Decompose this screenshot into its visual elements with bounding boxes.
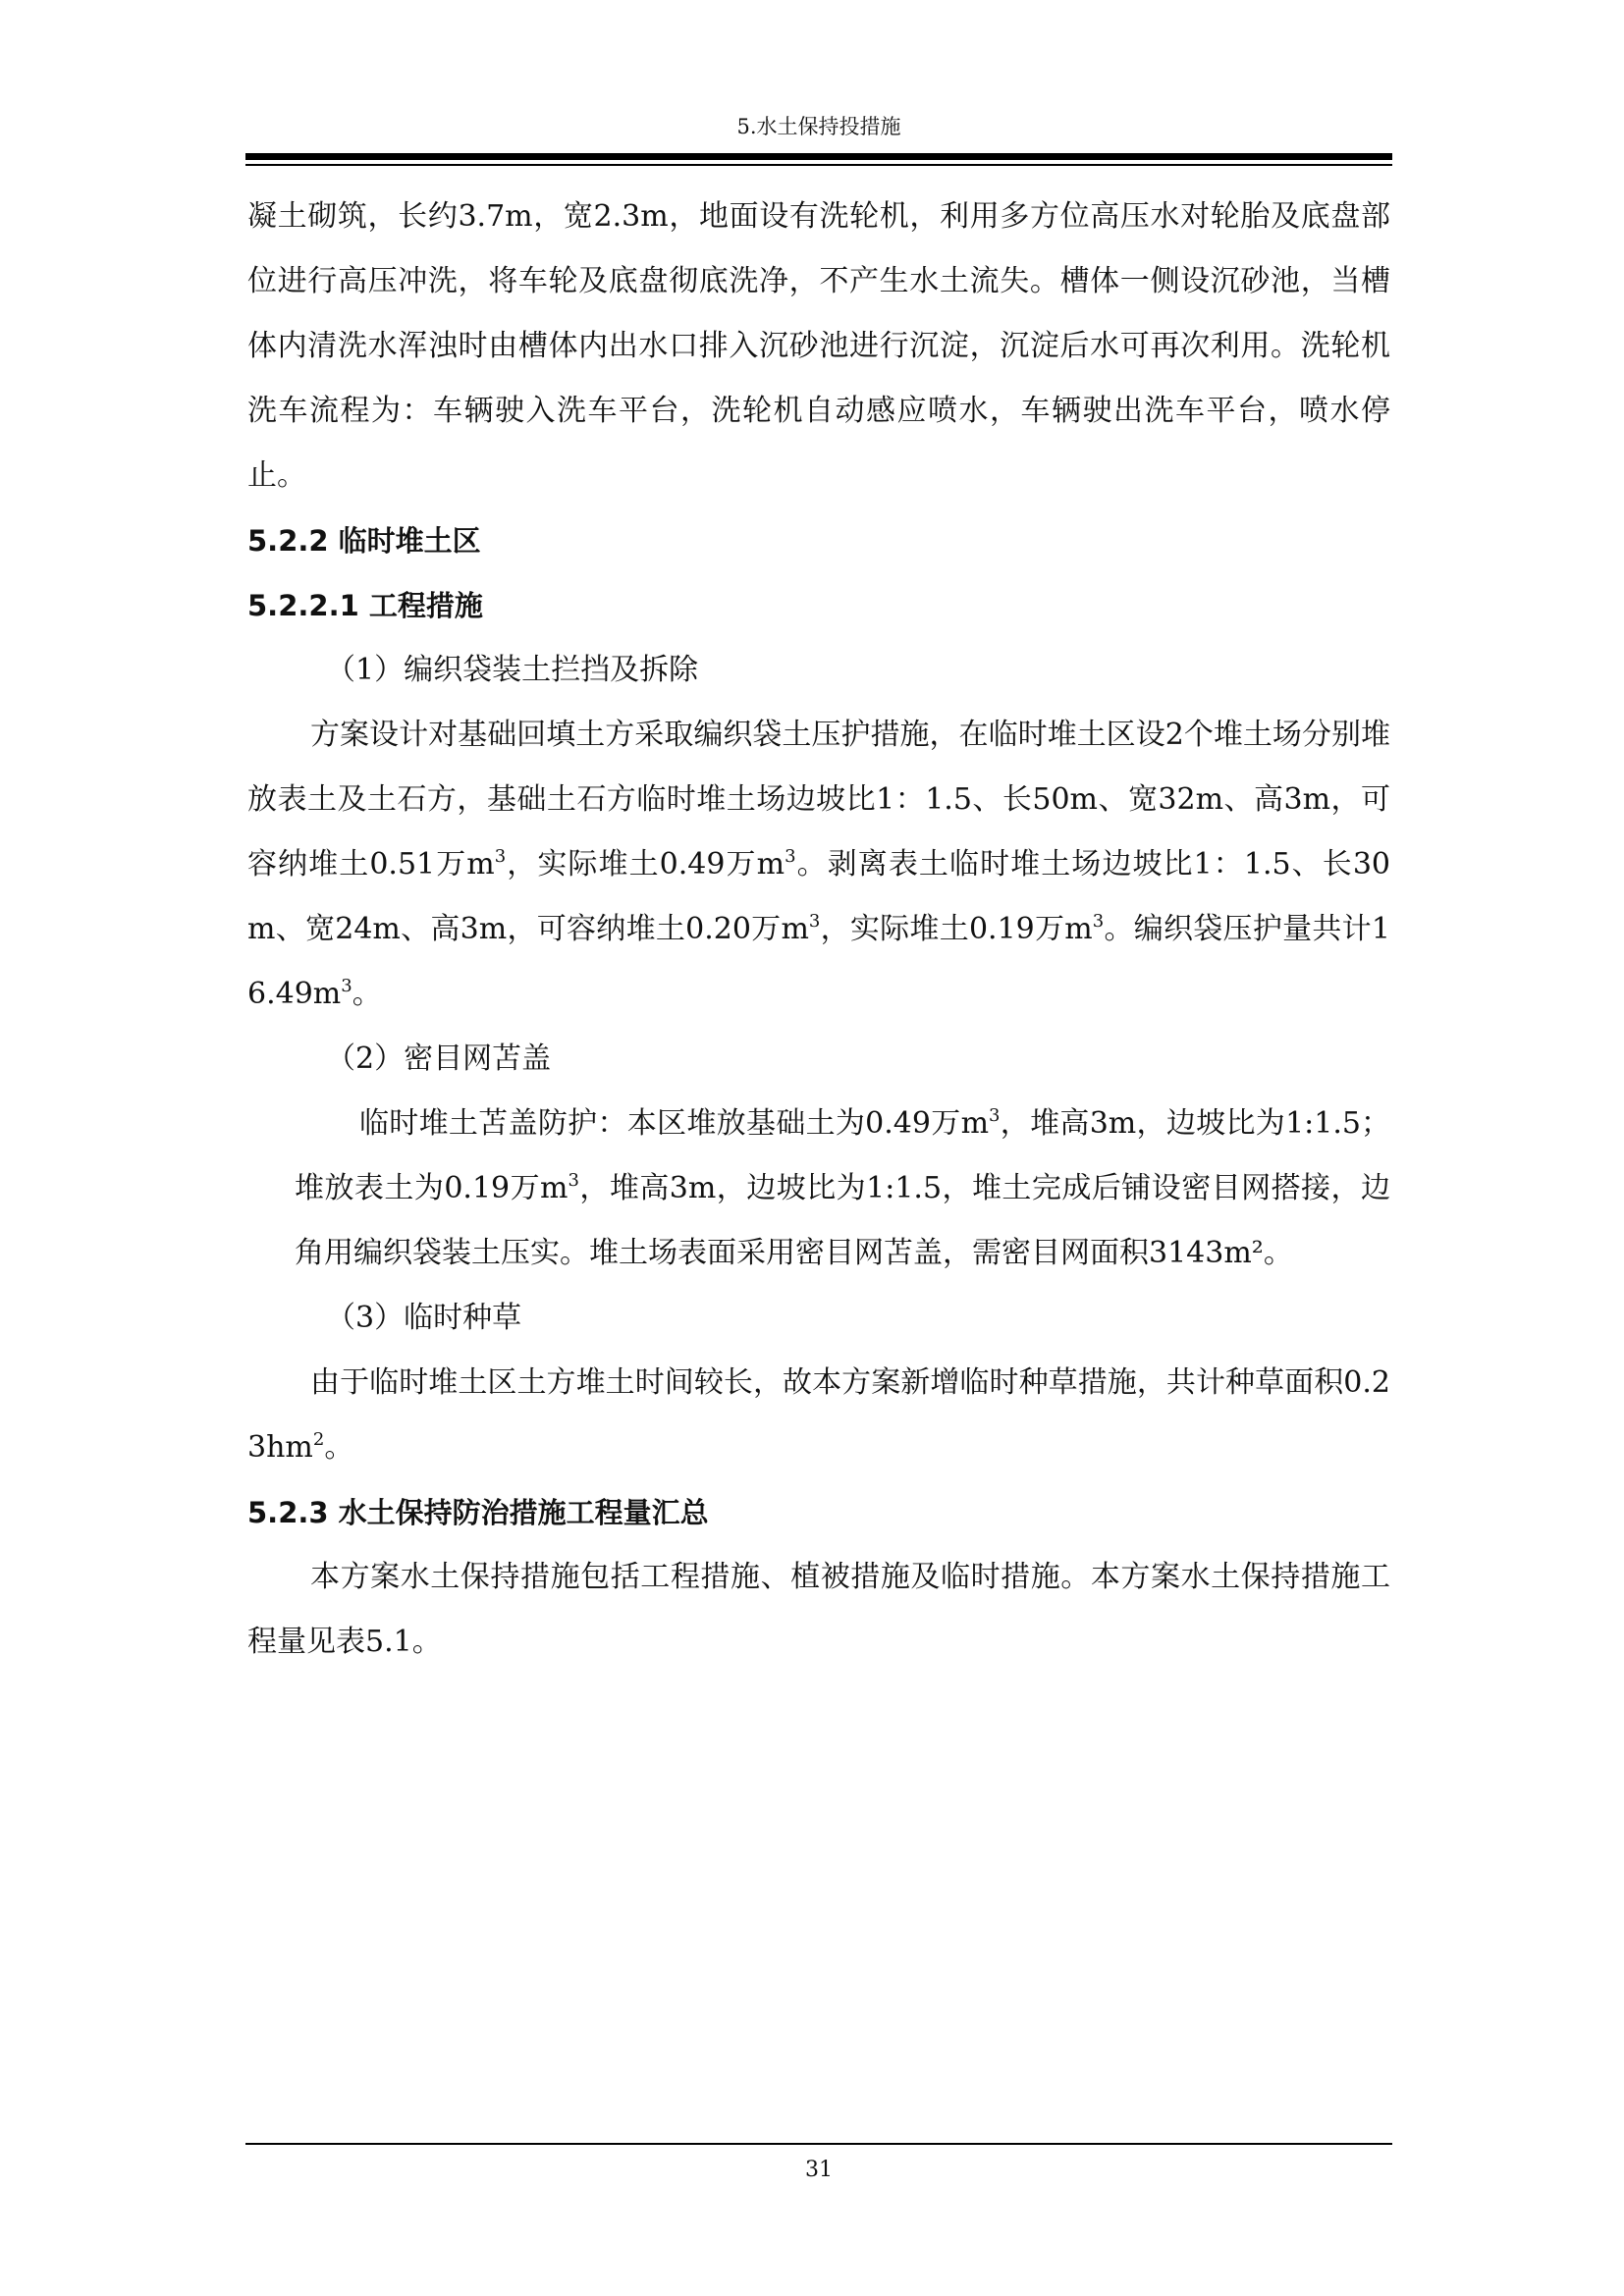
paragraph-wheel-wash: 凝土砌筑，长约3.7m，宽2.3m，地面设有洗轮机，利用多方位高压水对轮胎及底盘部位进行高压冲洗，将车轮及底盘彻底洗净，不产生水土流失。槽体一侧设沉砂池，当槽体内清洗水浑浊时由槽体内出水口排入沉砂池进行沉淀，沉淀后水可再次利用。洗轮机洗车流程为：车辆驶入洗车平台，洗轮机自动感应喷水，车辆驶出洗车平台，喷水停止。	[247, 199, 1390, 493]
text-run: 。	[352, 977, 382, 1011]
list-item-woven-bag: （1）编织袋装土拦挡及拆除	[326, 653, 699, 687]
superscript: 3	[808, 911, 821, 932]
superscript: 3	[785, 846, 796, 867]
section-heading-5-2-3: 5.2.3 水土保持防治措施工程量汇总	[247, 1496, 709, 1529]
paragraph-temp-grass	[247, 1351, 1390, 1480]
superscript: 3	[341, 976, 352, 996]
paragraph-summary: 本方案水土保持措施包括工程措施、植被措施及临时措施。本方案水土保持措施工程量见表5.1。	[247, 1560, 1390, 1659]
text-run: ，堆高3m，边坡比为1:1.5；堆放表土为0.19万m	[295, 1106, 1390, 1205]
page-number: 31	[805, 2158, 833, 2182]
text-run: 由于临时堆土区土方堆土时间较长，故本方案新增临时种草措施，共计种草面积0.23hm	[247, 1365, 1390, 1465]
text-run: ，实际堆土0.49万m	[506, 847, 785, 881]
text-run: 。编织袋压护量共计16.49m	[247, 912, 1390, 1011]
text-run: 。剥离表土临时堆土场边坡比1：1.5、长30m、宽24m、高3m，可容纳堆土0.20万m	[247, 847, 1390, 946]
footer-rule	[245, 2143, 1392, 2145]
superscript: 3	[568, 1170, 579, 1191]
text-run: 临时堆土苫盖防护：本区堆放基础土为0.49万m	[359, 1106, 990, 1141]
header-rule-thin	[245, 164, 1392, 166]
section-heading-5-2-2: 5.2.2 临时堆土区	[247, 524, 481, 558]
list-item-dense-net: （2）密目网苫盖	[326, 1041, 552, 1076]
text-run: ，堆高3m，边坡比为1:1.5，堆土完成后铺设密目网搭接，边角用编织袋装土压实。堆土场表面采用密目网苫盖，需密目网面积3143m²。	[295, 1171, 1390, 1270]
text-run: 。	[324, 1430, 354, 1465]
text-run: 方案设计对基础回填土方采取编织袋土压护措施，在临时堆土区设2个堆土场分别堆放表土及土石方，基础土石方临时堆土场边坡比1：1.5、长50m、宽32m、高3m，可容纳堆土0.51万m	[247, 718, 1390, 881]
header-rule-thick	[245, 153, 1392, 160]
superscript: 3	[1092, 911, 1105, 932]
superscript: 2	[312, 1429, 325, 1450]
running-header: 5.水土保持投措施	[736, 115, 901, 138]
body-content	[247, 185, 1390, 1675]
list-item-temp-grass: （3）临时种草	[326, 1301, 522, 1335]
paragraph-woven-bag	[247, 703, 1390, 1027]
paragraph-dense-net	[247, 1092, 1390, 1286]
text-run: ，实际堆土0.19万m	[820, 912, 1093, 946]
superscript: 3	[494, 846, 507, 867]
section-heading-5-2-2-1: 5.2.2.1 工程措施	[247, 589, 483, 622]
superscript: 3	[989, 1105, 1001, 1126]
